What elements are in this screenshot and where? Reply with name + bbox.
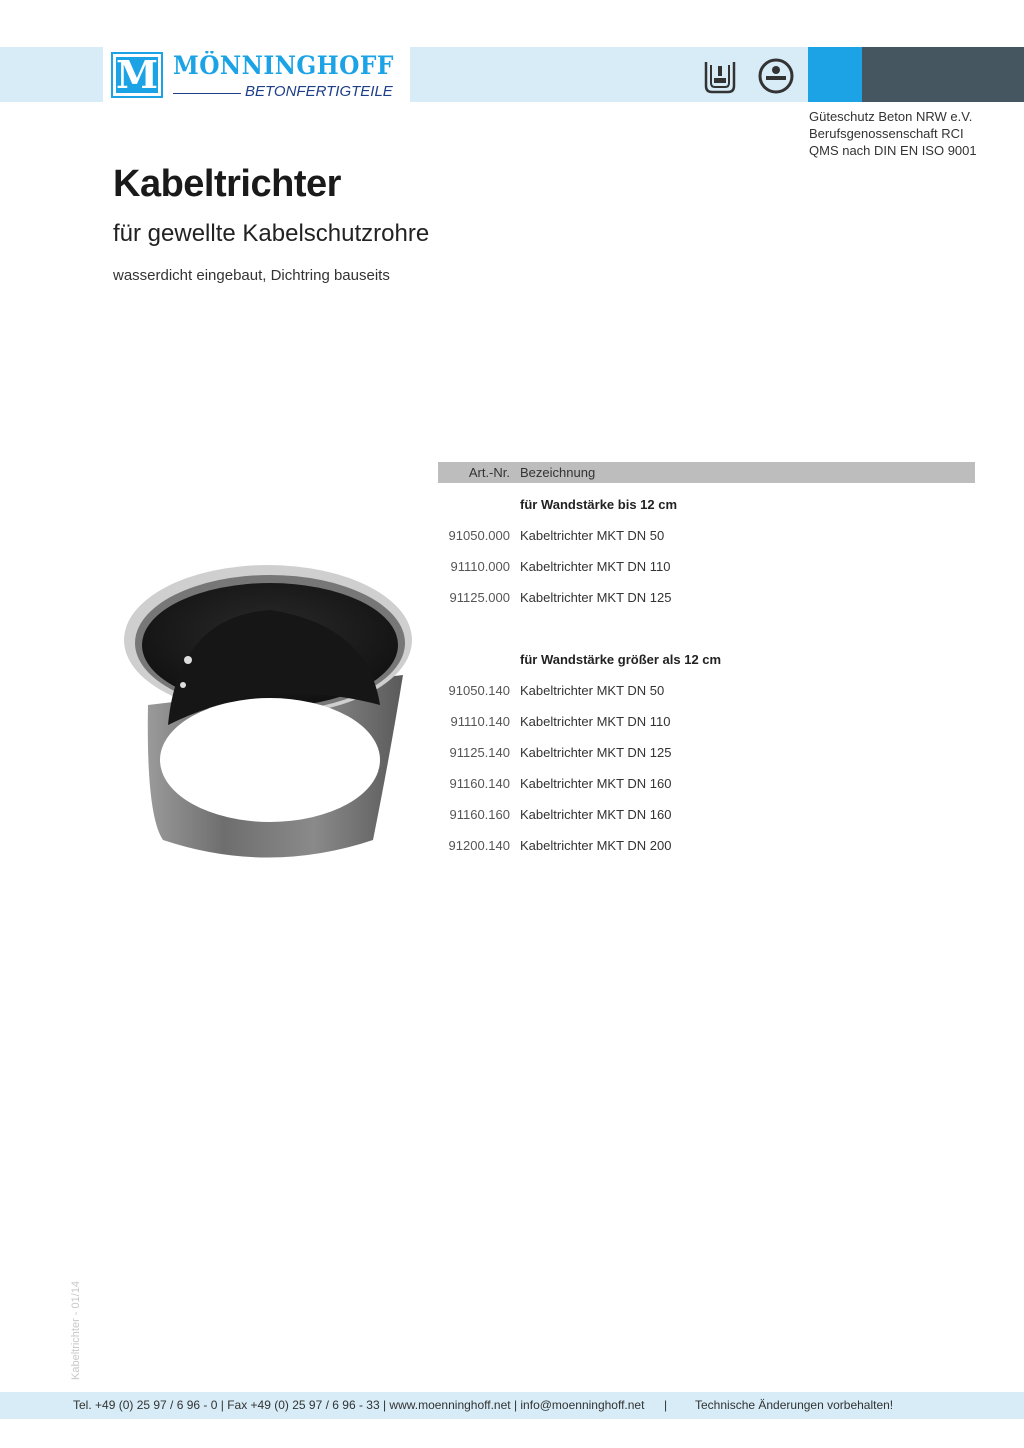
- article-description: Kabeltrichter MKT DN 200: [520, 838, 672, 853]
- group-title: für Wandstärke größer als 12 cm: [520, 652, 722, 667]
- logo-rule: [173, 93, 241, 94]
- table-row: [438, 559, 975, 579]
- article-number: 91110.000: [450, 559, 510, 574]
- product-image: [118, 555, 418, 865]
- logo-company-sub: BETONFERTIGTEILE: [245, 83, 393, 100]
- table-row: [438, 745, 975, 765]
- logo-mark: [111, 52, 163, 98]
- footer-separator: |: [664, 1398, 668, 1412]
- table-row: [438, 838, 975, 858]
- table-header: [438, 462, 975, 483]
- quality-seal-icon: [700, 56, 740, 96]
- table-row: [438, 528, 975, 548]
- document-version-label: Kabeltrichter - 01/14: [70, 1280, 82, 1380]
- article-number: 91050.140: [448, 683, 510, 698]
- workplace-safety-icon: [756, 56, 796, 96]
- header-accent-dark: [862, 47, 1024, 102]
- certification-line: Güteschutz Beton NRW e.V.: [809, 109, 973, 124]
- company-logo: [103, 47, 410, 102]
- footer-contact: Tel. +49 (0) 25 97 / 6 96 - 0 | Fax +49 (0) 25 97 / 6 96 - 33 | www.moenninghoff.net | info@moenninghoff.net: [73, 1398, 645, 1412]
- header-art-nr: Art.-Nr.: [468, 465, 510, 480]
- article-number: 91200.140: [448, 838, 510, 853]
- article-number: 91125.140: [449, 745, 510, 760]
- article-description: Kabeltrichter MKT DN 160: [520, 776, 672, 791]
- article-description: Kabeltrichter MKT DN 110: [520, 559, 671, 574]
- article-number: 91050.000: [448, 528, 510, 543]
- header-accent-blue: [808, 47, 862, 102]
- logo-letter: M: [116, 52, 159, 97]
- table-row: [438, 683, 975, 703]
- article-description: Kabeltrichter MKT DN 110: [520, 714, 671, 729]
- article-description: Kabeltrichter MKT DN 50: [520, 528, 665, 543]
- article-number: 91110.140: [450, 714, 510, 729]
- header-bezeichnung: Bezeichnung: [520, 465, 596, 480]
- product-note: wasserdicht eingebaut, Dichtring bauseits: [113, 267, 390, 284]
- article-number: 91160.160: [449, 807, 510, 822]
- article-description: Kabeltrichter MKT DN 125: [520, 745, 672, 760]
- page-title: Kabeltrichter: [113, 163, 341, 205]
- article-description: Kabeltrichter MKT DN 50: [520, 683, 665, 698]
- article-number: 91125.000: [449, 590, 510, 605]
- article-number: 91160.140: [449, 776, 510, 791]
- article-description: Kabeltrichter MKT DN 160: [520, 807, 672, 822]
- table-row: [438, 776, 975, 796]
- certification-line: QMS nach DIN EN ISO 9001: [809, 143, 977, 158]
- table-row: [438, 807, 975, 827]
- article-description: Kabeltrichter MKT DN 125: [520, 590, 672, 605]
- footer-disclaimer: Technische Änderungen vorbehalten!: [695, 1398, 894, 1412]
- article-table: [438, 462, 975, 853]
- page-subtitle: für gewellte Kabelschutzrohre: [113, 220, 430, 247]
- certifications: [809, 108, 977, 159]
- certification-line: Berufsgenossenschaft RCI: [809, 126, 964, 141]
- table-row: [438, 590, 975, 610]
- table-row: [438, 714, 975, 734]
- group-title: für Wandstärke bis 12 cm: [520, 497, 678, 512]
- footer: [0, 1392, 1024, 1419]
- logo-company-name: MÖNNINGHOFF: [173, 51, 394, 80]
